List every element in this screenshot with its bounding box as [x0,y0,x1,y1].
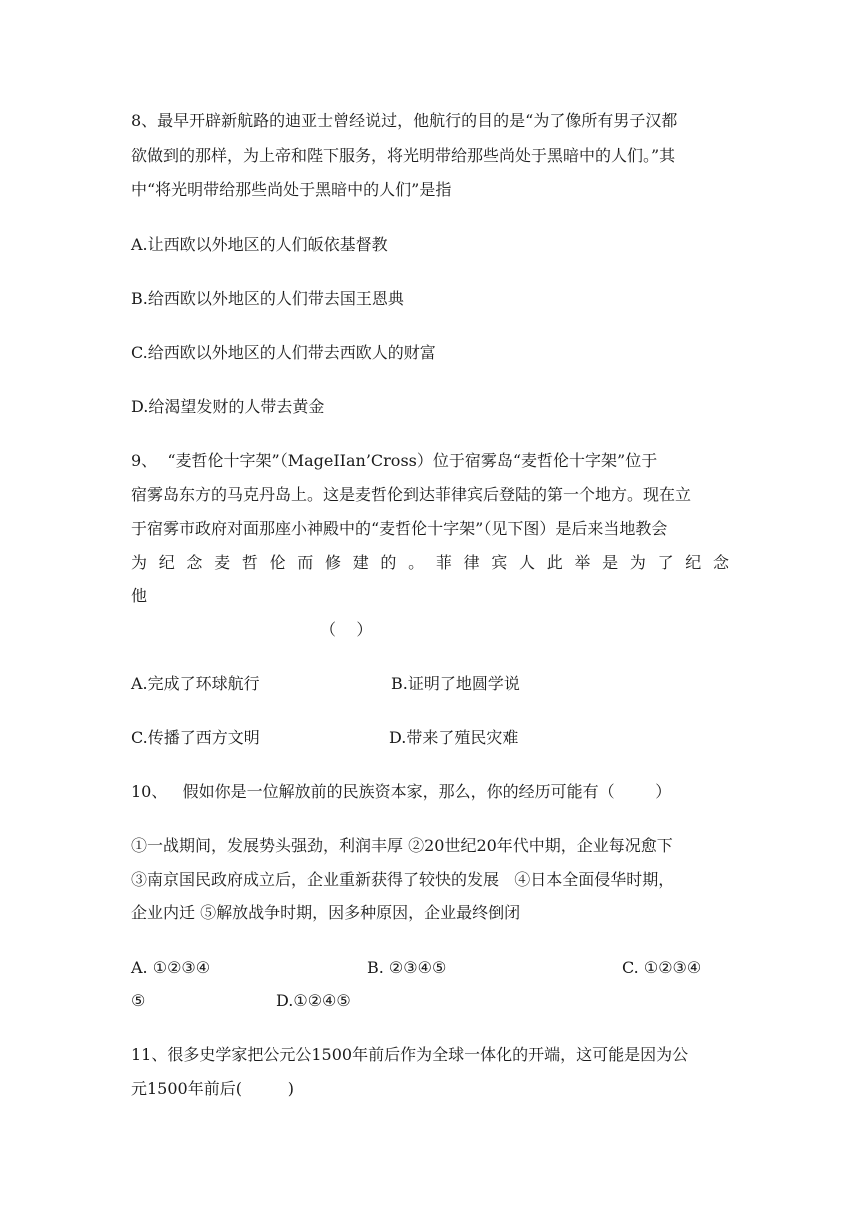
q8-option-a: A.让西欧以外地区的人们皈依基督教 [131,235,388,254]
q9-stem-line-5: 他 [131,586,148,605]
q10-option-a: A. ①②③④ [131,958,211,977]
q9-option-c: C.传播了西方文明 [131,728,260,747]
q9-stem-line-1: 9、 “麦哲伦十字架”（MageIIan’Cross）位于宿雾岛“麦哲伦十字架”位于 [131,451,658,470]
q11-stem-line-1: 11、很多史学家把公元公1500年前后作为全球一体化的开端，这可能是因为公 [131,1045,689,1064]
q8-option-d: D.给渴望发财的人带去黄金 [131,397,325,416]
q9-stem-line-4: 为 纪 念 麦 哲 伦 而 修 建 的 。 菲 律 宾 人 此 举 是 为 了 纪 念 [131,553,729,572]
q10-statement-line-1: ①一战期间，发展势头强劲，利润丰厚 ②20世纪20年代中期，企业每况愈下 [131,836,673,855]
q8-stem-line-1: 8、最早开辟新航路的迪亚士曾经说过，他航行的目的是“为了像所有男子汉都 [131,111,678,130]
q9-option-d: D.带来了殖民灾难 [389,728,519,747]
q9-stem-line-3: 于宿雾市政府对面那座小神殿中的“麦哲伦十字架”（见下图）是后来当地教会 [131,519,668,538]
q10-option-c-continued: ⑤ [131,991,146,1010]
q10-option-b: B. ②③④⑤ [367,958,447,977]
q8-option-c: C.给西欧以外地区的人们带去西欧人的财富 [131,343,436,362]
q9-answer-blank: （ ） [320,620,373,639]
q9-stem-line-2: 宿雾岛东方的马克丹岛上。这是麦哲伦到达菲律宾后登陆的第一个地方。现在立 [131,485,692,504]
q10-statement-line-3: 企业内迁 ⑤解放战争时期，因多种原因，企业最终倒闭 [131,903,521,922]
q11-stem-line-2: 元1500年前后( ) [131,1079,294,1098]
q9-option-b: B.证明了地圆学说 [391,674,520,693]
q10-statement-line-2: ③南京国民政府成立后，企业重新获得了较快的发展 ④日本全面侵华时期， [131,870,675,889]
q10-stem: 10、 假如你是一位解放前的民族资本家，那么，你的经历可能有（ ） [131,782,672,801]
q8-option-b: B.给西欧以外地区的人们带去国王恩典 [131,289,404,308]
q8-stem-line-3: 中“将光明带给那些尚处于黑暗中的人们”是指 [131,180,452,199]
q10-option-c: C. ①②③④ [622,958,702,977]
q9-option-a: A.完成了环球航行 [131,674,260,693]
q10-option-d: D.①②④⑤ [276,991,351,1010]
q8-stem-line-2: 欲做到的那样，为上帝和陛下服务，将光明带给那些尚处于黑暗中的人们。”其 [131,146,676,165]
